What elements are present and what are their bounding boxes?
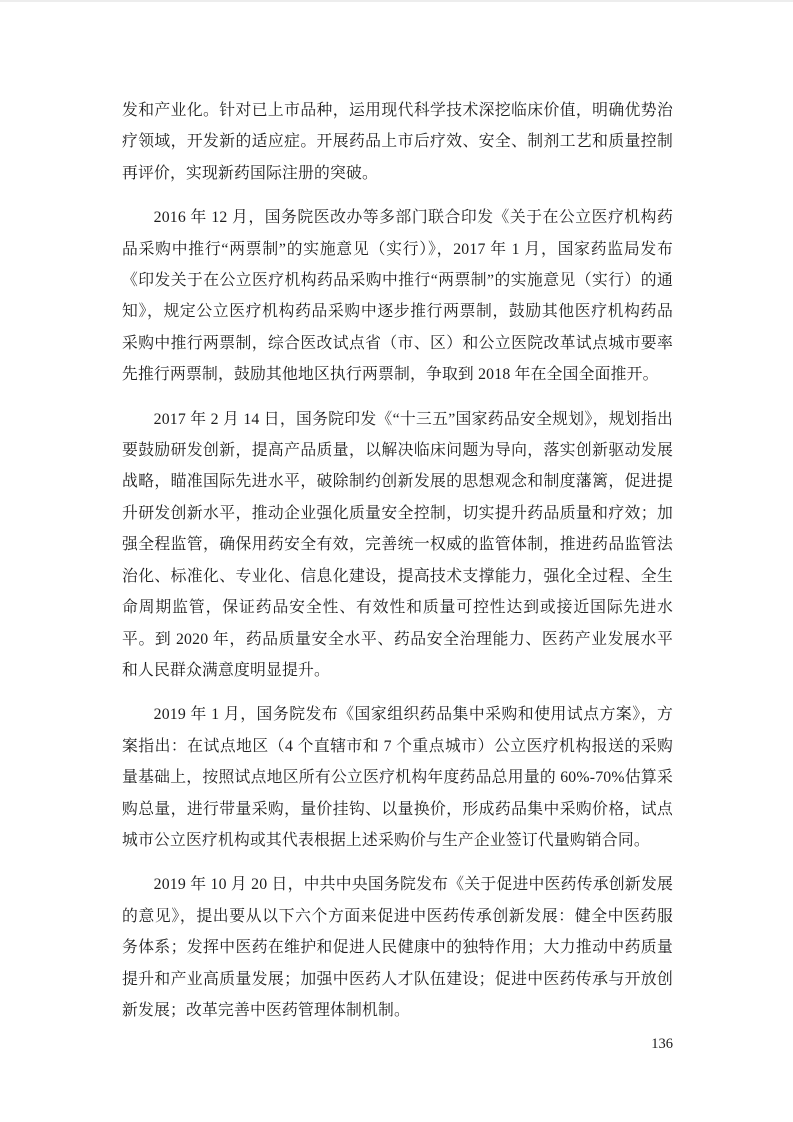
page-number: 136 <box>651 1036 673 1052</box>
page-body-text <box>122 95 673 1039</box>
paragraph-4: 2019 年 1 月，国务院发布《国家组织药品集中采购和使用试点方案》，方案指出：在试点地区（4 个直辖市和 7 个重点城市）公立医疗机构报送的采购量基础上，按照试点地区所有公立医疗机构年度药品总用量的 60%-70%估算采购总量，进行带量采购，量价挂钩、以量换价，形成药品集中采购价格，试点城市公立医疗机构或其代表根据上述采购价与生产企业签订代量购销合同。 <box>122 706 673 849</box>
page-top-edge <box>0 0 793 2</box>
paragraph-2: 2016 年 12 月，国务院医改办等多部门联合印发《关于在公立医疗机构药品采购中推行“两票制”的实施意见（实行）》，2017 年 1 月，国家药监局发布《印发关于在公立医疗机构药品采购中推行“两票制”的实施意见（实行）的通知》，规定公立医疗机构药品采购中逐步推行两票制，鼓励其他医疗机构药品采购中推行两票制，综合医改试点省（市、区）和公立医院改革试点城市要率先推行两票制，鼓励其他地区执行两票制，争取到 2018 年在全国全面推开。 <box>122 209 673 384</box>
paragraph-3: 2017 年 2 月 14 日，国务院印发《“十三五”国家药品安全规划》，规划指出要鼓励研发创新，提高产品质量，以解决临床问题为导向，落实创新驱动发展战略，瞄准国际先进水平，破除制约创新发展的思想观念和制度藩篱，促进提升研发创新水平，推动企业强化质量安全控制，切实提升药品质量和疗效；加强全程监管，确保用药安全有效，完善统一权威的监管体制，推进药品监管法治化、标准化、专业化、信息化建设，提高技术支撑能力，强化全过程、全生命周期监管，保证药品安全性、有效性和质量可控性达到或接近国际先进水平。到 2020 年，药品质量安全水平、药品安全治理能力、医药产业发展水平和人民群众满意度明显提升。 <box>122 410 673 679</box>
paragraph-5: 2019 年 10 月 20 日，中共中央国务院发布《关于促进中医药传承创新发展的意见》，提出要从以下六个方面来促进中医药传承创新发展：健全中医药服务体系；发挥中医药在维护和促进人民健康中的独特作用；大力推动中药质量提升和产业高质量发展；加强中医药人才队伍建设；促进中医药传承与开放创新发展；改革完善中医药管理体制机制。 <box>122 876 673 1019</box>
paragraph-1: 发和产业化。针对已上市品种，运用现代科学技术深挖临床价值，明确优势治疗领域，开发新的适应症。开展药品上市后疗效、安全、制剂工艺和质量控制再评价，实现新药国际注册的突破。 <box>122 102 673 182</box>
